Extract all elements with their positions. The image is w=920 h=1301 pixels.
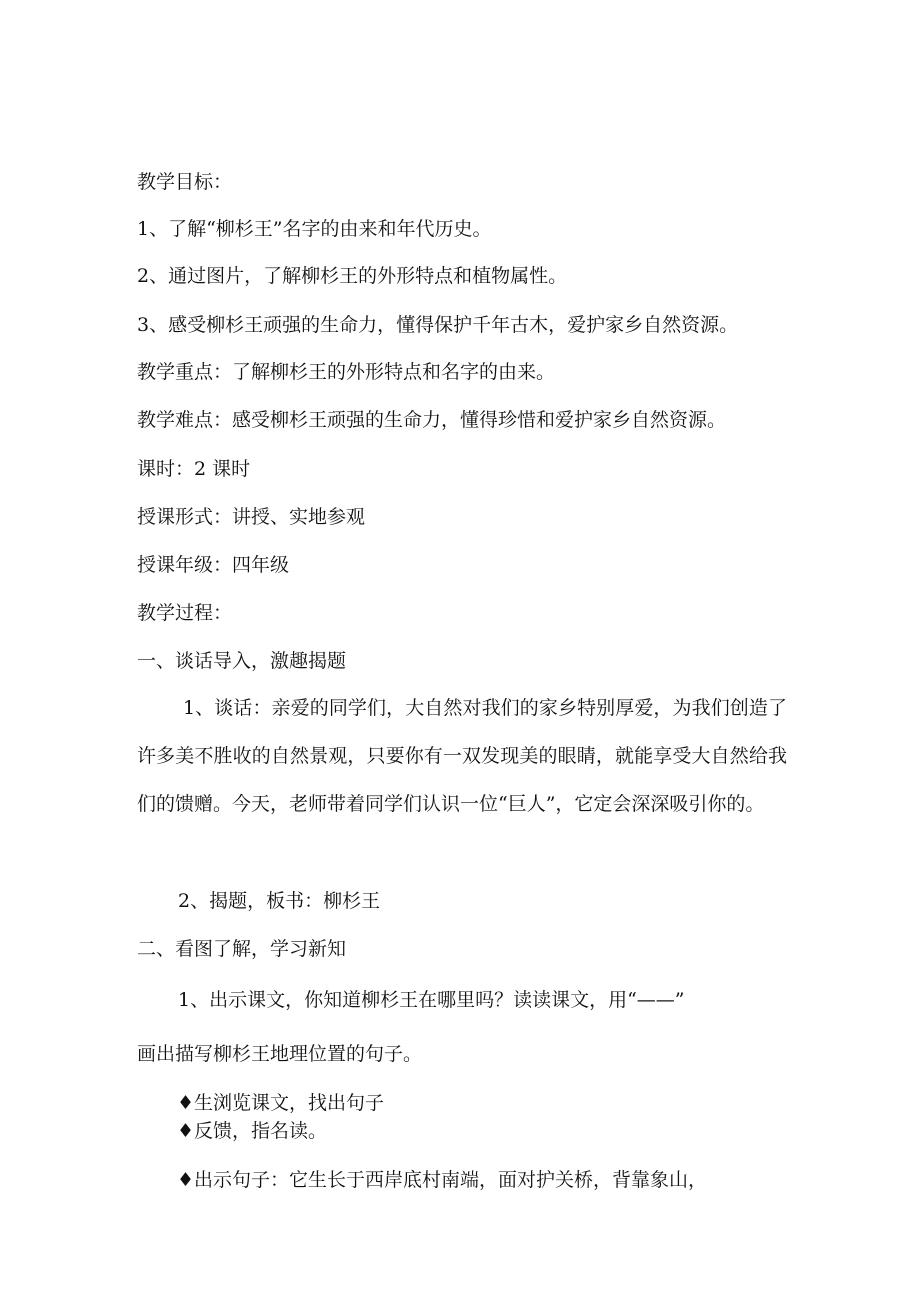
- teaching-form: 授课形式：讲授、实地参观: [137, 506, 366, 528]
- heading-objectives: 教学目标：: [137, 171, 233, 193]
- section-1-paragraph-2: 2、揭题，板书：柳杉王: [178, 890, 381, 912]
- section-1-title: 一、谈话导入，激趣揭题: [137, 650, 347, 672]
- bullet-item: ♦出示句子：它生长于西岸底村南端，面对护关桥，背靠象山，: [177, 1169, 708, 1191]
- objective-1: 1、了解“柳杉王”名字的由来和年代历史。: [137, 218, 492, 240]
- heading-process: 教学过程：: [137, 602, 233, 624]
- section-2-paragraph-1-line-1: 1、出示课文，你知道柳杉王在哪里吗？读读课文，用“——”: [178, 989, 685, 1011]
- section-1-paragraph-1: 1、谈话：亲爱的同学们，大自然对我们的家乡特别厚爱，为我们创造了许多美不胜收的自然景观，只要你有一双发现美的眼睛，就能享受大自然给我们的馈赠。今天，老师带着同学们认识一位“巨人”，它定会深深吸引你的。: [137, 697, 787, 815]
- grade-level: 授课年级：四年级: [137, 554, 290, 576]
- objective-3: 3、感受柳杉王顽强的生命力，懂得保护千年古木，爱护家乡自然资源。: [137, 314, 739, 336]
- objective-2: 2、通过图片，了解柳杉王的外形特点和植物属性。: [137, 265, 568, 287]
- section-2-paragraph-1-line-2: 画出描写柳杉王地理位置的句子。: [137, 1043, 423, 1065]
- class-hours: 课时：2 课时: [137, 458, 251, 480]
- difficulty: 教学难点：感受柳杉王顽强的生命力，懂得珍惜和爱护家乡自然资源。: [137, 409, 727, 431]
- bullet-item: ♦反馈，指名读。: [177, 1120, 328, 1142]
- bullet-item: ♦生浏览课文，找出句子: [177, 1092, 385, 1114]
- section-2-title: 二、看图了解，学习新知: [137, 938, 347, 960]
- key-point: 教学重点：了解柳杉王的外形特点和名字的由来。: [137, 361, 556, 383]
